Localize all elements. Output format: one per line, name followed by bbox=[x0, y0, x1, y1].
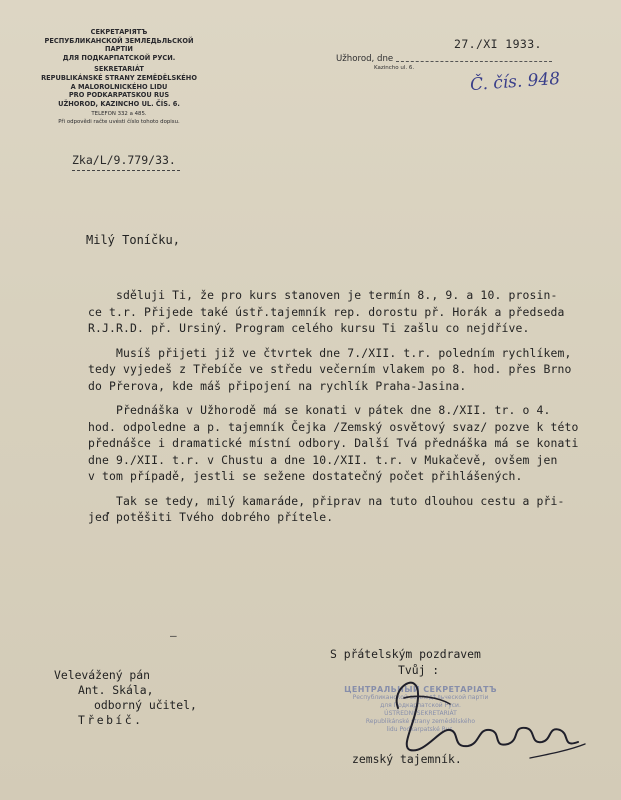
stamp-line: ÚSTŘEDNÍ SEKRETARIÁT bbox=[384, 710, 457, 718]
letterhead-line: ПАРТІИ bbox=[105, 45, 133, 54]
handwritten-reference: Č. čís. 948 bbox=[469, 68, 561, 96]
letterhead-reply-note: Při odpovědi račte uvésti číslo tohoto dopisu. bbox=[58, 118, 180, 125]
stamp-line: для Подкарпатской Руси. bbox=[380, 702, 461, 710]
body-paragraph: Tak se tedy, milý kamaráde, připrav na tuto dlouhou cestu a při- jeď potěšiti Tvého dobrého přítele. bbox=[88, 493, 565, 524]
stamp-line: Республиканской земледѣльческой партіи bbox=[352, 694, 489, 702]
body-paragraph: Musíš přijeti již ve čtvrtek dne 7./XII. t.r. poledním rychlíkem, tedy vyjedeš z Třebíče ve středu večerním vlakem po 8. hod. přes Brno do Přerova, kde máš připojení na rychlík Praha-Jasina. bbox=[88, 345, 572, 393]
letterhead-line: REPUBLIKÁNSKÉ STRANY ZEMĚDĚLSKÉHO bbox=[41, 73, 197, 82]
addressee-block bbox=[54, 668, 197, 728]
addressee-line: Velevážený pán bbox=[54, 668, 151, 682]
letter-body bbox=[88, 287, 608, 534]
addressee-line: Ant. Skála, bbox=[78, 683, 154, 697]
closing-greeting: S přátelským pozdravem bbox=[330, 647, 481, 661]
date-underline bbox=[396, 61, 552, 62]
letterhead-line: ДЛЯ ПОДКАРПАТСКОЙ РУСИ. bbox=[62, 53, 176, 62]
letterhead-phone: TELEFON 332 a 485. bbox=[91, 111, 147, 118]
letterhead-line: СЕКРЕТАРІЯТЪ bbox=[90, 28, 148, 36]
place-street: Kazincho ul. 6. bbox=[374, 65, 415, 71]
letterhead-line: РЕСПУБЛИКАНСКОЙ ЗЕМЛЕДЬЛЬСКОЙ bbox=[44, 36, 194, 45]
stamp-line: Republikánské strany zemědělského bbox=[365, 718, 476, 726]
place-city: Užhorod, dne bbox=[336, 54, 394, 64]
letterhead-line: SEKRETARIÁT bbox=[94, 65, 144, 74]
addressee-line: Třebíč. bbox=[78, 713, 144, 727]
addressee-line: odborný učitel, bbox=[94, 698, 197, 712]
closing-yours: Tvůj : bbox=[398, 663, 440, 677]
separator-dash: – bbox=[170, 629, 177, 642]
stamp-line: lidu Podkarpatské Rus. bbox=[386, 726, 455, 734]
place-label bbox=[336, 54, 414, 71]
reference-underline bbox=[72, 170, 180, 171]
stamp-header: ЦЕНТРАЛЬНЫЙ СЕКРЕТАРІАТЪ bbox=[344, 685, 497, 694]
letterhead-line: A MALOROLNICKÉHO LIDU bbox=[70, 82, 168, 91]
letterhead-line: UŽHOROD, KAZINCHO UL. ČÍS. 6. bbox=[58, 99, 180, 108]
signatory-title: zemský tajemník. bbox=[352, 752, 462, 766]
salutation: Milý Toníčku, bbox=[86, 233, 180, 247]
letterhead bbox=[24, 28, 214, 126]
reference-number: Zka/L/9.779/33. bbox=[72, 153, 176, 167]
letter-date: 27./XI 1933. bbox=[454, 37, 542, 51]
body-paragraph: sděluji Ti, že pro kurs stanoven je termín 8., 9. a 10. prosin- ce t.r. Přijede také ústř.tajemník rep. dorostu př. Horák a předseda R.J.R.D. př. Ursiný. Program celého kursu Ti zašlu co nejdříve. bbox=[88, 288, 565, 335]
body-paragraph: Přednáška v Užhorodě má se konati v pátek dne 8./XII. tr. o 4. hod. odpoledne a p. tajemník Čejka /Zemský osvětový svaz/ pozve k této přednášce i dramatické místní odbory. Další Tvá přednáška má se konati dne 9./XII. t.r. v Chustu a dne 10./XII. t.r. v Mukačevě, ovšem jen v tom případě, jestli se sežene dostatečný počet přihlášených. bbox=[88, 403, 579, 483]
letterhead-line: PRO PODKARPATSKOU RUS bbox=[68, 91, 170, 100]
